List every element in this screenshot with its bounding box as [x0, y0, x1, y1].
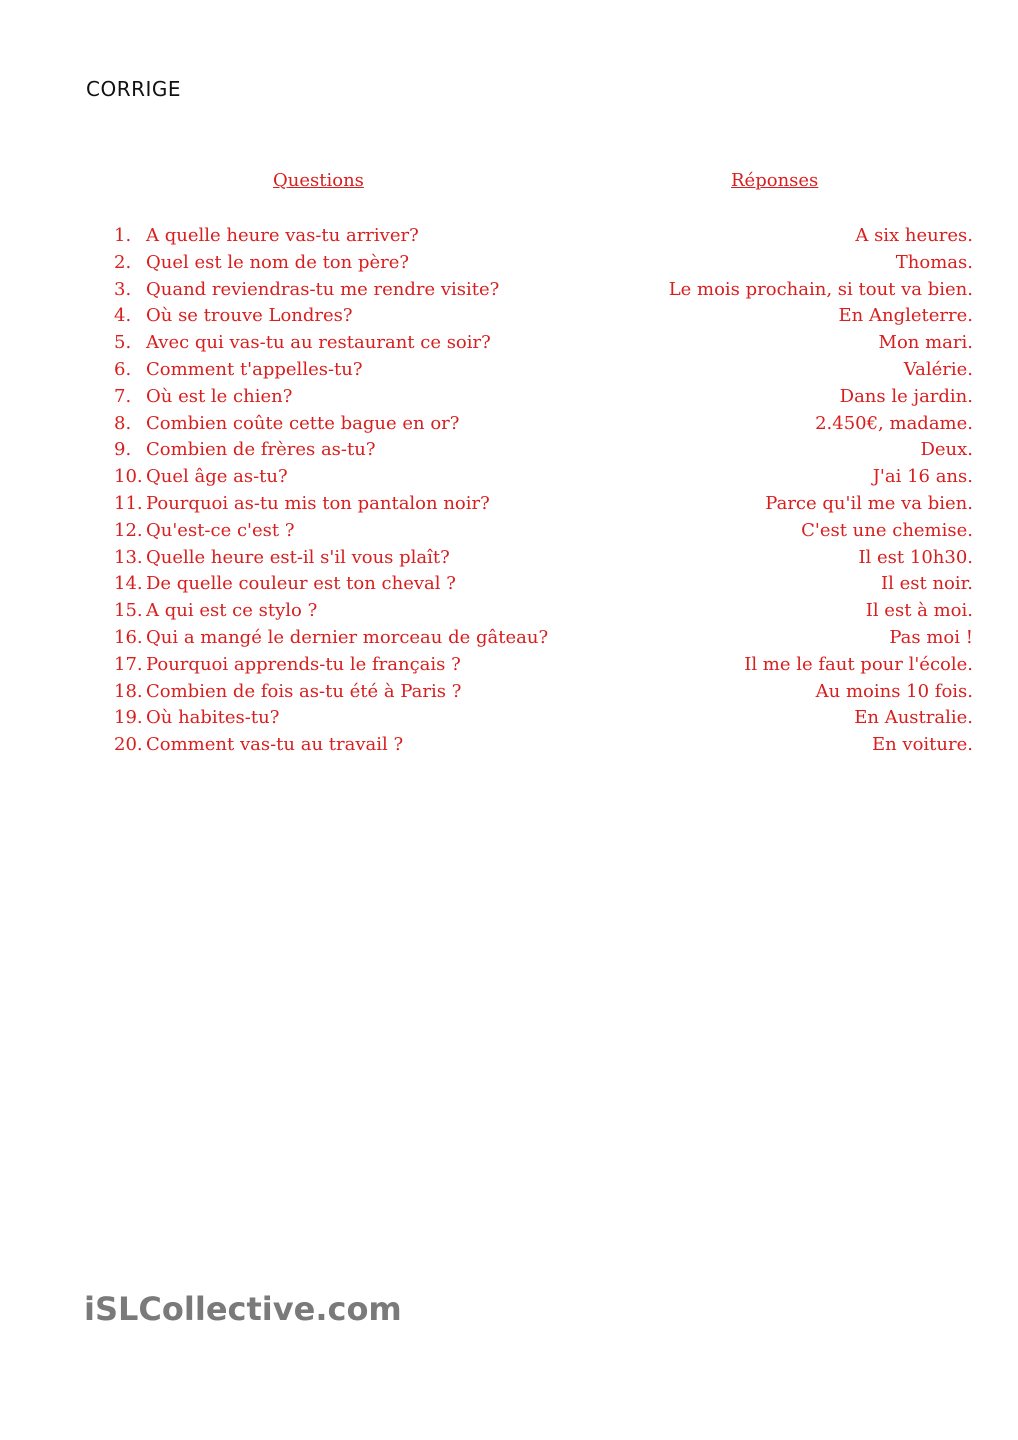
item-number: 19. [114, 707, 143, 729]
questions-header: Questions [273, 170, 364, 191]
item-number: 15. [114, 600, 143, 622]
answer-text: Il me le faut pour l'école. [744, 653, 973, 675]
answer-text: Mon mari. [878, 332, 973, 354]
item-number: 5. [114, 332, 132, 354]
list-item [0, 223, 1018, 250]
list-item [0, 598, 1018, 625]
item-number: 13. [114, 546, 143, 568]
item-number: 4. [114, 305, 132, 327]
list-item [0, 303, 1018, 330]
answer-text: C'est une chemise. [801, 519, 973, 541]
answer-text: Valérie. [903, 358, 973, 380]
list-item [0, 384, 1018, 411]
list-item [0, 357, 1018, 384]
answer-text: En Angleterre. [838, 305, 973, 327]
list-item [0, 732, 1018, 759]
question-text: Pourquoi apprends-tu le français ? [146, 653, 461, 675]
watermark-logo: iSLCollective.com [84, 1290, 402, 1328]
question-text: Comment vas-tu au travail ? [146, 734, 404, 756]
answer-text: 2.450€, madame. [815, 412, 973, 434]
question-text: Combien de fois as-tu été à Paris ? [146, 680, 462, 702]
question-text: Avec qui vas-tu au restaurant ce soir? [146, 332, 491, 354]
question-text: Combien de frères as-tu? [146, 439, 376, 461]
question-text: Qui a mangé le dernier morceau de gâteau? [146, 626, 549, 648]
answer-text: Dans le jardin. [839, 385, 973, 407]
answer-text: En Australie. [854, 707, 973, 729]
item-number: 8. [114, 412, 132, 434]
question-text: Pourquoi as-tu mis ton pantalon noir? [146, 492, 490, 514]
question-text: Comment t'appelles-tu? [146, 358, 363, 380]
question-text: A qui est ce stylo ? [146, 600, 318, 622]
question-text: A quelle heure vas-tu arriver? [146, 225, 419, 246]
question-text: De quelle couleur est ton cheval ? [146, 573, 456, 595]
answer-text: Deux. [920, 439, 973, 461]
question-text: Où habites-tu? [146, 707, 280, 729]
list-item [0, 571, 1018, 598]
item-number: 12. [114, 519, 143, 541]
list-item [0, 518, 1018, 545]
item-number: 6. [114, 358, 132, 380]
list-item [0, 705, 1018, 732]
list-item [0, 625, 1018, 652]
answer-text: Au moins 10 fois. [815, 680, 973, 702]
answer-text: J'ai 16 ans. [872, 466, 973, 488]
item-number: 7. [114, 385, 132, 407]
item-number: 11. [114, 492, 143, 514]
question-text: Où se trouve Londres? [146, 305, 353, 327]
answer-text: A six heures. [855, 225, 973, 246]
list-item [0, 277, 1018, 304]
answer-text: Il est à moi. [865, 600, 973, 622]
answer-text: Thomas. [895, 251, 973, 273]
item-number: 20. [114, 734, 143, 756]
item-number: 14. [114, 573, 143, 595]
list-item [0, 411, 1018, 438]
answers-header: Réponses [731, 170, 819, 191]
item-number: 16. [114, 626, 143, 648]
item-number: 10. [114, 466, 143, 488]
answer-text: Parce qu'il me va bien. [765, 492, 973, 514]
list-item [0, 330, 1018, 357]
answer-text: Il est 10h30. [858, 546, 973, 568]
list-item [0, 464, 1018, 491]
item-number: 1. [114, 225, 132, 246]
list-item [0, 652, 1018, 679]
question-text: Quelle heure est-il s'il vous plaît? [146, 546, 450, 568]
list-item [0, 491, 1018, 518]
question-text: Où est le chien? [146, 385, 293, 407]
answer-text: Il est noir. [881, 573, 973, 595]
answer-text: Pas moi ! [889, 626, 973, 648]
item-number: 9. [114, 439, 132, 461]
question-text: Qu'est-ce c'est ? [146, 519, 295, 541]
question-text: Quel est le nom de ton père? [146, 251, 410, 273]
list-item [0, 545, 1018, 572]
item-number: 3. [114, 278, 132, 300]
answer-text: Le mois prochain, si tout va bien. [668, 278, 973, 300]
item-number: 17. [114, 653, 143, 675]
question-text: Quel âge as-tu? [146, 466, 288, 488]
question-text: Quand reviendras-tu me rendre visite? [146, 278, 500, 300]
page-title: CORRIGE [86, 77, 182, 101]
list-item [0, 437, 1018, 464]
item-number: 2. [114, 251, 132, 273]
answer-text: En voiture. [871, 734, 973, 756]
list-item [0, 679, 1018, 706]
question-text: Combien coûte cette bague en or? [146, 412, 460, 434]
item-number: 18. [114, 680, 143, 702]
question-answer-list [0, 223, 1018, 759]
list-item [0, 250, 1018, 277]
